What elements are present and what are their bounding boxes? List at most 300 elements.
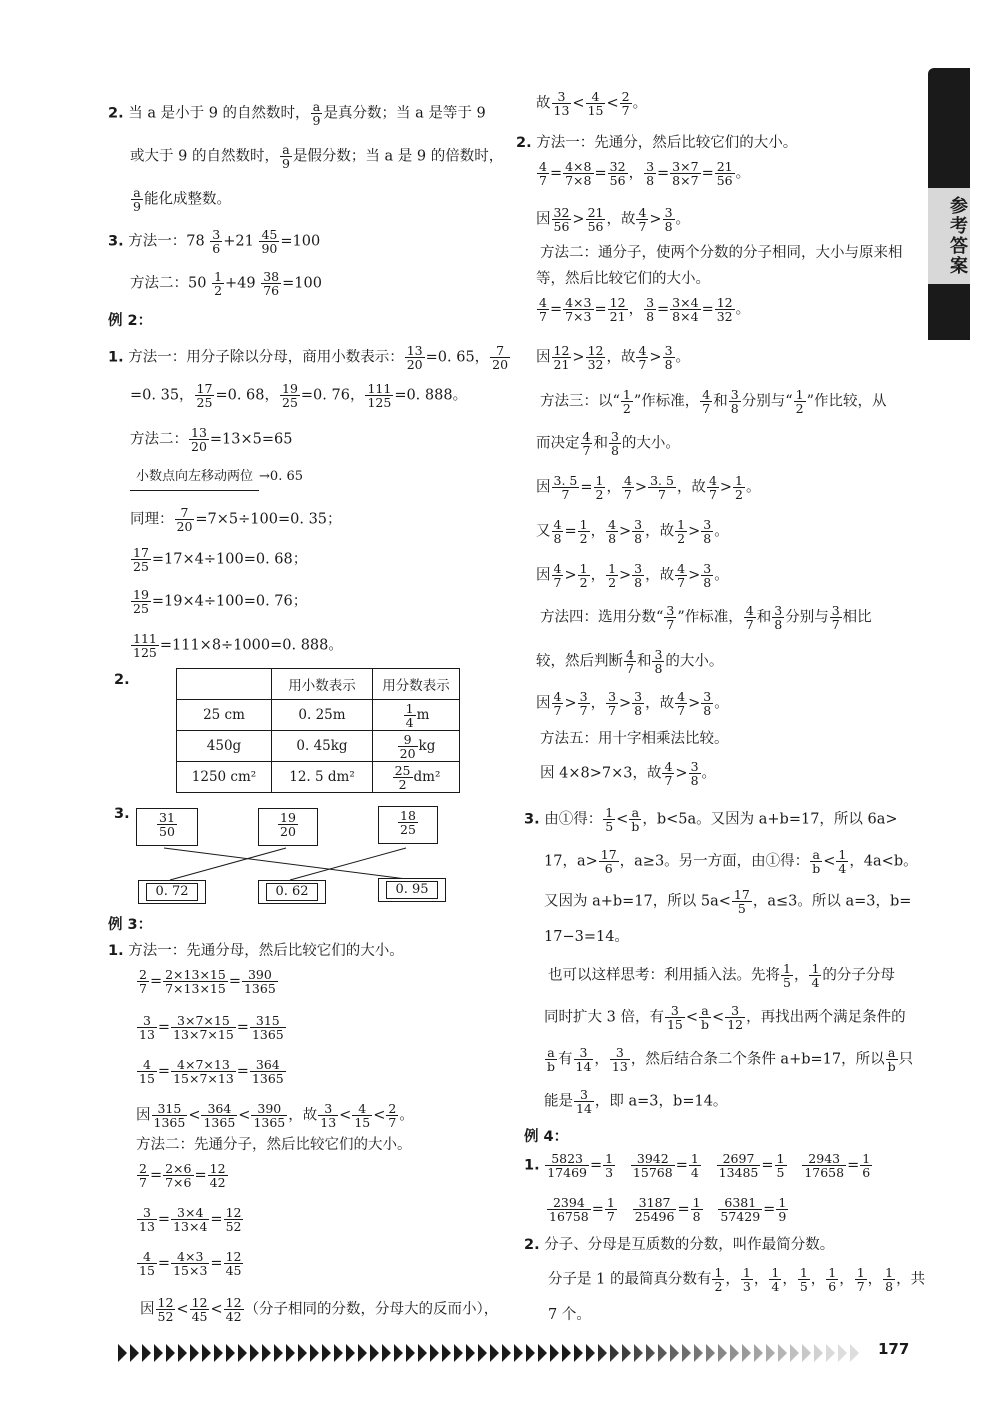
chevron-icon [718,1344,727,1362]
fraction [836,848,848,875]
chevron-icon [550,1344,559,1362]
denominator: 7 [708,487,717,502]
text: 方法三：以“ [540,393,620,410]
denominator: 45 [191,1309,208,1324]
denominator: 4 [838,861,847,876]
fraction [280,143,292,170]
numerator: 13 [191,425,207,440]
numerator: 3 [212,227,221,242]
numerator: 1 [714,1265,723,1280]
denominator: 56 [716,173,733,188]
fraction [633,1196,677,1223]
e3-method1 [108,940,404,962]
denominator: 2 [214,283,223,298]
denominator: 2 [579,575,588,590]
fraction [632,518,644,545]
r-q2-method1 [516,132,797,154]
e2q1-line1 [108,344,511,371]
fraction [578,518,590,545]
denominator: 7 [623,487,632,502]
chevron-icon [802,1344,811,1362]
fraction [732,888,752,915]
chevron-icon [430,1344,439,1362]
e3-conclusion2: 因 $\frac{12}{52}$ < $\frac{12}{45}$ < $\frac{12}{42}$ （分子相同的分数，分母大的反而小）， [140,1295,499,1324]
r-q3-l8 [544,1088,727,1115]
fraction [712,1266,724,1293]
chevron-icon [454,1344,463,1362]
page-number: 177 [878,1340,910,1358]
e2q1-same2 [130,546,307,573]
fraction [552,518,564,545]
q2-number: 2. [108,105,124,122]
fraction [636,206,648,233]
numerator: 1 [838,847,847,862]
numerator: 3 [725,1004,745,1018]
chevron-icon [634,1344,643,1362]
text: 因 [136,1107,151,1124]
numerator: 2 [139,1161,147,1176]
fraction [131,632,159,659]
fraction [171,1058,236,1085]
denominator: 7 [606,1209,615,1224]
numerator: 3 [703,689,712,704]
r-q3-l1: 3. 由①得： $\frac{1}{5}$ < $\frac{a}{b}$ ，b<5a。又因为 a+b=17，所以 6a> [524,805,898,834]
fraction [261,270,281,297]
denominator: 7 [702,401,711,416]
denominator: 1365 [253,1115,286,1130]
denominator: 5 [737,901,746,916]
unit: m [416,706,430,723]
fraction [609,430,621,457]
numerator: 1 [605,1151,614,1166]
table-cell: 1250 cm² [177,762,272,793]
denominator: 7 [666,617,675,632]
numerator: 4 [664,759,673,774]
denominator: 2 [622,401,631,416]
text: =7×5÷100=0. 35； [195,511,342,528]
fraction [311,100,323,127]
fraction [776,1196,788,1223]
r-q3-l5: 也可以这样思考：利用插入法。先将 $\frac{1}{5}$ ， $\frac{1}{4}$ 的分子分母 [548,961,895,990]
text: 能是 [544,1093,573,1110]
denominator: 56 [587,219,604,234]
fraction [278,811,298,838]
chevron-icon [370,1344,379,1362]
r-m5-conc: 因 4×8>7×3，故 $\frac{4}{7}$ > $\frac{3}{8}$ 。 [540,759,717,788]
fraction [398,733,418,760]
denominator: 8×7 [672,173,699,188]
numerator: 3 [137,1206,157,1220]
denominator: 2 [595,487,604,502]
e4-row2: $\frac{2394}{16758}$ = $\frac{1}{7}$ $\frac{3187}{25496}$ = $\frac{1}{8}$ $\frac{6381}{57429}$ = $\frac{1}{9}$ [549,1195,787,1224]
numerator: 3 [703,561,712,576]
numerator: 3. 5 [650,473,674,488]
matching-box-bottom [378,878,446,902]
chevron-icon [586,1344,595,1362]
chevron-icon [778,1344,787,1362]
chevron-icon [238,1344,247,1362]
table-cell: 0. 25m [272,700,373,731]
numerator: 4 [586,90,606,104]
q2-line1 [108,100,486,127]
q2-text: 当 a 是小于 9 的自然数时， [128,105,310,122]
e2q1-same1 [130,506,342,533]
denominator: 56 [609,173,626,188]
text: 又因为 a+b=17，所以 5a< [544,893,731,910]
fraction [606,562,618,589]
chevron-icon [118,1344,127,1362]
numerator: a [886,1046,898,1060]
fraction [163,1162,193,1189]
numerator: 2943 [802,1152,846,1166]
r-m1-conc: 因 $\frac{32}{56}$ > $\frac{21}{56}$ ，故 $\frac{4}{7}$ > $\frac{3}{8}$ 。 [536,205,691,234]
fraction [699,1004,711,1031]
chevron-icon [418,1344,427,1362]
numerator: 19 [282,381,298,396]
table-header-row [177,669,460,700]
match-line [170,848,286,880]
fraction [717,1152,761,1179]
numerator: 4×3 [565,295,592,310]
chevron-icon [442,1344,451,1362]
fraction [552,206,572,233]
denominator: 16758 [549,1209,589,1224]
denominator: 7×8 [565,173,592,188]
denominator: 1365 [203,1115,236,1130]
denominator: 7 [582,443,591,458]
numerator: a [280,143,292,157]
numerator: 1 [862,1151,871,1166]
denominator: 9 [281,156,290,171]
denominator: 14 [575,1059,592,1074]
denominator: 4 [405,714,414,730]
sidebar-label: 参考答案 [928,188,970,284]
denominator: 8 [646,309,655,324]
denominator: 57429 [720,1209,761,1224]
denominator: 52 [225,1219,242,1234]
numerator: 4 [539,295,547,310]
text: 因 [536,567,551,584]
numerator: 12 [225,1249,242,1264]
fraction [662,760,674,787]
denominator: 5 [776,1165,785,1180]
fraction [490,344,510,371]
fraction [163,968,228,995]
denominator: 7 [139,981,147,996]
numerator: 3 [690,759,699,774]
fraction [670,160,700,187]
r-m2: 方法二：通分子，使两个分数的分子相同，大小与原来相 [540,245,903,261]
table-row [177,762,460,793]
unit: kg [418,737,436,754]
numerator: 12 [609,295,626,310]
fraction [404,702,416,729]
denominator: 7 [579,703,588,718]
numerator: 12 [225,1205,242,1220]
fraction [131,546,151,573]
numerator: 1 [811,961,820,976]
numerator: 3 [634,689,643,704]
fraction [137,1206,157,1233]
numerator: 4 [623,473,632,488]
fraction [175,506,195,533]
denominator: 1365 [153,1115,186,1130]
denominator: 25496 [634,1209,675,1224]
numerator: 3 [608,689,617,704]
numerator: 32 [553,205,570,220]
fraction [552,690,564,717]
chevron-icon [598,1344,607,1362]
denominator: 7×3 [565,309,592,324]
text: 方法一：先通分母，然后比较它们的大小。 [128,943,404,959]
chevron-icon [178,1344,187,1362]
example-2-heading: 例 2： [108,313,153,329]
numerator: 1 [742,1265,751,1280]
chevron-icon [562,1344,571,1362]
chevron-icon [730,1344,739,1362]
numerator: 3 [654,647,663,662]
text: =0. 35， [130,387,194,404]
fraction [691,1196,703,1223]
arrow-label: 小数点向左移动两位 [130,466,259,491]
denominator: 15 [666,1017,683,1032]
e2q3-number: 3. [114,806,130,822]
fraction [212,270,224,297]
text: =0. 65， [425,349,490,366]
denominator: 3 [742,1279,751,1294]
denominator: 25 [282,395,298,410]
chevron-icon [274,1344,283,1362]
numerator: 1 [579,517,588,532]
text: ，4a<b。 [849,853,918,870]
denominator: 15 [587,103,604,118]
arrow-icon: → [259,469,270,484]
fraction [701,518,713,545]
denominator: 13 [139,1219,155,1234]
numerator: 3 [552,90,572,104]
fraction [802,1152,846,1179]
fraction [781,962,793,989]
fraction [809,962,821,989]
fraction [137,1162,149,1189]
fraction [798,1266,810,1293]
chevron-icon [166,1344,175,1362]
fraction [552,344,572,371]
chevron-icon [142,1344,151,1362]
text: 和 [713,393,728,410]
text: 和 [636,653,652,670]
fraction [171,1206,209,1233]
fraction [574,1088,594,1115]
numerator: 4 [638,205,647,220]
text: 方法二： [130,431,188,448]
fraction [608,296,628,323]
chevron-icon [382,1344,391,1362]
table-row [177,731,460,762]
chevron-icon [526,1344,535,1362]
fraction [586,90,606,117]
denominator: 7 [856,1279,865,1294]
numerator: 4 [582,429,591,444]
r-so-top: 故 $\frac{3}{13}$ < $\frac{4}{15}$ < $\frac{2}{7}$ 。 [536,89,648,118]
denominator: 42 [225,1309,242,1324]
numerator: 3 [634,561,643,576]
fraction [552,562,564,589]
chevron-icon [490,1344,499,1362]
decimal-shift-arrow [130,466,303,491]
r-q3-l6: 同时扩大 3 倍，有 $\frac{3}{15}$ < $\frac{a}{b}$ < $\frac{3}{12}$ ，再找出两个满足条件的 [544,1003,906,1032]
denominator: 17469 [547,1165,587,1180]
denominator: b [812,861,821,876]
fraction [632,690,644,717]
q3-method2 [130,270,322,297]
numerator: 1 [799,1265,808,1280]
fraction [860,1152,872,1179]
denominator: 13 [320,1115,337,1130]
text: 因 4×8>7×3，故 [540,765,662,782]
text: ，故 [288,1107,318,1124]
denominator: 7 [664,773,673,788]
denominator: 5 [783,975,791,990]
fraction [665,1004,685,1031]
r-m3 [540,388,887,415]
text: ，然后结合条二个条件 a+b=17，所以 [630,1051,885,1068]
fraction [131,186,143,213]
text: 分子是 1 的最简真分数有 [548,1271,712,1288]
table-cell: 12. 5 dm² [272,762,373,793]
numerator: 364 [201,1102,237,1116]
numerator: 111 [367,381,392,396]
numerator: 2 [388,1101,397,1116]
numerator: 1 [622,387,631,402]
numerator: a [699,1004,711,1018]
e4-q2-line2: 分子是 1 的最简真分数有 $\frac{1}{2}$ ， $\frac{1}{3}$ ， $\frac{1}{4}$ ， $\frac{1}{5}$ ， $\frac{1}{6}$ ， $\frac{1}{7}$ ， $\frac{1}{8}$ ，共 [548,1265,926,1294]
e2q1-method2 [130,426,292,453]
matching-box-top [136,808,198,846]
text: ，a≥3。另一方面，由①得： [619,853,810,870]
denominator: 25 [133,559,149,574]
text: 的大小。 [665,653,724,670]
numerator: 1 [776,1151,785,1166]
numerator: 12 [191,1295,208,1310]
chevron-icon [286,1344,295,1362]
numerator: 1 [595,473,604,488]
numerator: 21 [587,205,604,220]
numerator: 4 [702,387,711,402]
denominator: 7 [561,487,570,502]
r-m3-c3: 因 $\frac{4}{7}$ > $\frac{1}{2}$ ， $\frac{1}{2}$ > $\frac{3}{8}$ ，故 $\frac{4}{7}$ > $\frac{3}{8}$ 。 [536,561,729,590]
denominator: 125 [367,395,392,410]
numerator: 3942 [631,1152,675,1166]
numerator: 3187 [633,1196,677,1210]
numerator: 4 [553,517,562,532]
numerator: 4 [539,159,547,174]
fraction [250,1058,286,1085]
q2-text: 是假分数；当 a 是 9 的倍数时， [292,148,504,165]
text: =0. 68， [215,387,279,404]
denominator: 15 [354,1115,371,1130]
numerator: 3 [646,295,655,310]
fraction [603,1152,615,1179]
denominator: 3 [605,1165,614,1180]
text: 由①得： [544,811,603,828]
numerator: 4 [677,689,686,704]
denominator: 25 [400,822,416,837]
conversion-table [176,668,460,793]
chevron-icon [514,1344,523,1362]
denominator: 5 [605,819,614,834]
match-line [290,848,406,880]
fraction [171,1014,236,1041]
denominator: 2 [579,531,588,546]
text: （分子相同的分数，分母大的反而小）， [244,1301,499,1318]
denominator: 6 [862,1165,871,1180]
denominator: 7 [539,309,547,324]
numerator: 1 [692,1195,701,1210]
fraction [405,344,425,371]
table-header [177,669,272,700]
fraction [707,474,719,501]
numerator: 17 [600,847,617,862]
question-number: 2. [524,1237,540,1253]
denominator: 20 [492,357,509,372]
numerator: 2 [621,89,630,104]
e4-q2-line3: 7 个。 [548,1307,591,1323]
denominator: 13 [139,1027,155,1042]
denominator: 42 [209,1175,226,1190]
match-line [164,848,414,880]
chevron-icon [214,1344,223,1362]
fraction [578,690,590,717]
numerator: 3 [664,343,673,358]
numerator: 3 [137,1014,157,1028]
table-cell: 450g [177,731,272,762]
example-4-heading: 例 4： [524,1129,569,1145]
fraction [137,1014,157,1041]
numerator: 12 [716,295,733,310]
r-m3-c2: 又 $\frac{4}{8}$ = $\frac{1}{2}$ ， $\frac{4}{8}$ > $\frac{3}{8}$ ，故 $\frac{1}{2}$ > $\frac{3}{8}$ 。 [536,517,729,546]
fraction [365,382,393,409]
fraction [552,90,572,117]
numerator: 390 [251,1102,287,1116]
e3-eq4: $\frac{2}{7}$ = $\frac{2\times 6}{7\times 6}$ = $\frac{12}{42}$ [139,1161,226,1190]
denominator: 2 [677,531,686,546]
r-m1-eq: $\frac{4}{7}$ = $\frac{4\times 8}{7\times 8}$ = $\frac{32}{56}$ ， $\frac{3}{8}$ = $\frac{3\times 7}{8\times 7}$ = $\frac{21}{56}$ 。 [539,159,751,188]
numerator: 9 [398,733,418,747]
numerator: 4 [553,561,562,576]
numerator: 2394 [547,1196,591,1210]
text: ”作标准， [677,609,743,626]
fraction [608,160,628,187]
denominator: 25 [196,395,213,410]
q3-method1 [108,228,320,255]
denominator: 12 [727,1017,744,1032]
fraction [664,604,676,631]
numerator: 315 [152,1102,188,1116]
matching-box-bottom [258,880,326,904]
denominator: 7 [553,575,562,590]
numerator: 12 [225,1295,242,1310]
numerator: 1 [828,1265,837,1280]
denominator: 15 [139,1263,155,1278]
text: 因 [536,479,551,496]
numerator: 1 [795,387,804,402]
numerator: 3 [610,429,619,444]
text: 因 [536,695,551,712]
text: 只 [898,1051,914,1068]
box-value: 0. 62 [266,883,317,901]
fraction [152,1102,188,1129]
